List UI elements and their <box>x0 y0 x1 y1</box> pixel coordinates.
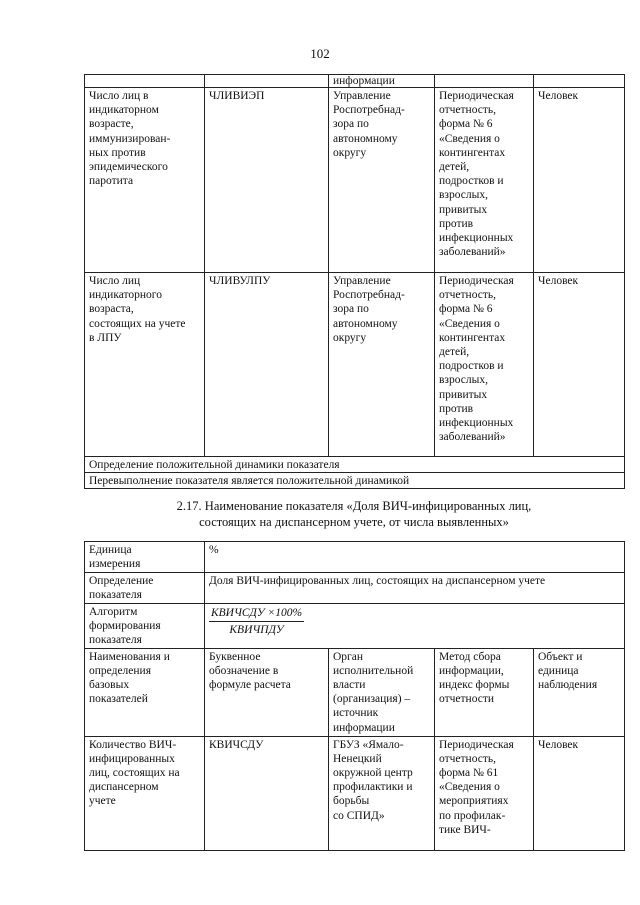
indicator-code: ЧЛИВИЭП <box>205 88 329 273</box>
header-cell-empty <box>85 75 205 88</box>
dynamics-definition-row <box>85 457 625 473</box>
definition-value: Доля ВИЧ-инфицированных лиц, состоящих на диспансерном учете <box>205 573 625 604</box>
dynamics-definition: Определение положительной динамики показателя <box>85 457 625 473</box>
page-number: 102 <box>310 46 330 61</box>
table-header-continuation-row <box>85 75 625 88</box>
header-cell-empty <box>205 75 329 88</box>
dynamics-value: Перевыполнение показателя является положительной динамикой <box>85 473 625 489</box>
indicator-code: КВИЧСДУ <box>205 736 329 850</box>
definition-label: Определение показателя <box>85 573 205 604</box>
base-indicator-name: Количество ВИЧ- инфицированных лиц, состоящих на диспансерном учете <box>85 736 205 850</box>
formula-fraction <box>209 606 304 637</box>
observation-unit: Человек <box>534 736 625 850</box>
definition-row <box>85 573 625 604</box>
indicator-table-continued <box>84 74 625 489</box>
collection-method: Периодическая отчетность, форма № 6 «Сведения о контингентах детей, подростков и взрослых, привитых против инфекционных заболеваний» <box>435 273 534 457</box>
header-cell-empty <box>534 75 625 88</box>
header-name: Наименования и определения базовых показателей <box>85 648 205 736</box>
indicator-passport-table <box>84 541 625 851</box>
base-indicator-name: Число лиц в индикаторном возрасте, иммунизирован- ных против эпидемического паротита <box>85 88 205 273</box>
observation-unit: Человек <box>534 273 625 457</box>
source-organ: Управление Роспотребнад- зора по автономному округу <box>329 88 435 273</box>
algorithm-row <box>85 604 625 649</box>
table-row <box>85 273 625 457</box>
header-cell-source-info: информации <box>329 75 435 88</box>
unit-label: Единица измерения <box>85 542 205 573</box>
source-organ: Управление Роспотребнад- зора по автономному округу <box>329 273 435 457</box>
table-row <box>85 736 625 850</box>
unit-row <box>85 542 625 573</box>
table-row <box>85 88 625 273</box>
algorithm-formula <box>205 604 625 649</box>
collection-method: Периодическая отчетность, форма № 6 «Сведения о контингентах детей, подростков и взрослых, привитых против инфекционных заболеваний» <box>435 88 534 273</box>
base-indicators-header-row <box>85 648 625 736</box>
formula-numerator: КВИЧСДУ ×100% <box>209 606 304 622</box>
section-heading: 2.17. Наименование показателя «Доля ВИЧ-инфицированных лиц, состоящих на диспансерном учете, от числа выявленных» <box>176 499 532 529</box>
indicator-code: ЧЛИВУЛПУ <box>205 273 329 457</box>
header-code: Буквенное обозначение в формуле расчета <box>205 648 329 736</box>
collection-method: Периодическая отчетность, форма № 61 «Сведения о мероприятиях по профилак- тике ВИЧ- <box>435 736 534 850</box>
base-indicator-name: Число лиц индикаторного возраста, состоящих на учете в ЛПУ <box>85 273 205 457</box>
observation-unit: Человек <box>534 88 625 273</box>
formula-denominator: КВИЧПДУ <box>229 624 284 637</box>
dynamics-value-row <box>85 473 625 489</box>
header-method: Метод сбора информации, индекс формы отчетности <box>435 648 534 736</box>
source-organ: ГБУЗ «Ямало- Ненецкий окружной центр профилактики и борьбы со СПИД» <box>329 736 435 850</box>
algorithm-label: Алгоритм формирования показателя <box>85 604 205 649</box>
header-organ: Орган исполнительной власти (организация) – источник информации <box>329 648 435 736</box>
unit-value: % <box>205 542 625 573</box>
header-cell-empty <box>435 75 534 88</box>
header-object: Объект и единица наблюдения <box>534 648 625 736</box>
